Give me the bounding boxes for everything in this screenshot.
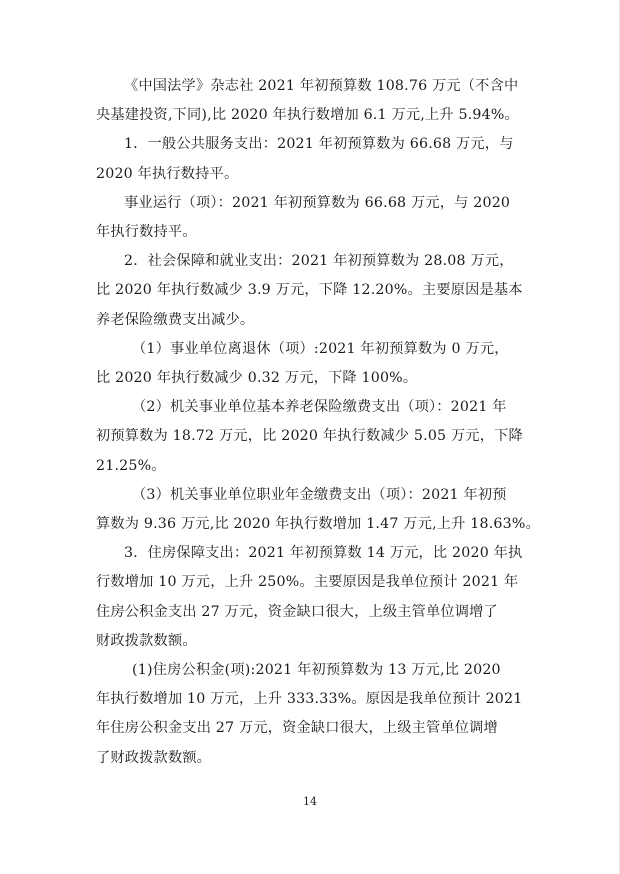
paragraph-line: 年执行数增加 10 万元，上升 333.33%。原因是我单位预计 2021: [96, 691, 523, 708]
paragraph-line: 年住房公积金支出 27 万元，资金缺口很大，上级主管单位调增: [96, 720, 498, 737]
paragraph-social-security: [96, 247, 528, 335]
paragraph-line: 年执行数持平。: [96, 224, 197, 241]
paragraph-line: （3）机关事业单位职业年金缴费支出（项）：2021 年初预: [132, 486, 507, 503]
paragraph-housing-security: [96, 539, 528, 656]
paragraph-operations: [96, 189, 528, 247]
paragraph-line: 比 2020 年执行数减少 0.32 万元，下降 100%。: [96, 370, 418, 387]
paragraph-line: 1．一般公共服务支出：2021 年初预算数为 66.68 万元，与: [124, 136, 514, 153]
paragraph-intro: [96, 72, 528, 130]
paragraph-retirement: [96, 335, 528, 393]
paragraph-pension-insurance: [96, 393, 528, 481]
paragraph-line: 财政拨款数额。: [96, 632, 197, 649]
paragraph-line: 2．社会保障和就业支出：2021 年初预算数为 28.08 万元，: [124, 253, 514, 270]
paragraph-line: 《中国法学》杂志社 2021 年初预算数 108.76 万元（不含中: [124, 78, 519, 94]
paragraph-occupational-annuity: [96, 481, 540, 539]
paragraph-line: （2）机关事业单位基本养老保险缴费支出（项）：2021 年: [132, 399, 507, 416]
paragraph-line: 比 2020 年执行数减少 3.9 万元，下降 12.20%。主要原因是基本: [96, 282, 523, 299]
paragraph-line: 行数增加 10 万元，上升 250%。主要原因是我单位预计 2021 年: [96, 574, 519, 591]
paragraph-line: 住房公积金支出 27 万元，资金缺口很大，上级主管单位调增了: [96, 603, 498, 620]
document-body: [96, 72, 540, 773]
paragraph-line: 3．住房保障支出：2021 年初预算数 14 万元，比 2020 年执: [124, 545, 523, 562]
paragraph-line: 养老保险缴费支出减少。: [96, 311, 255, 328]
page-number: 14: [303, 795, 317, 808]
paragraph-line: 2020 年执行数持平。: [96, 165, 239, 182]
paragraph-housing-fund: [96, 656, 528, 773]
paragraph-general-public-services: [96, 130, 528, 188]
paragraph-line: 算数为 9.36 万元,比 2020 年执行数增加 1.47 万元,上升 18.63%。: [96, 516, 540, 533]
paragraph-line: 初预算数为 18.72 万元，比 2020 年执行数减少 5.05 万元，下降: [96, 428, 523, 445]
paragraph-line: (1)住房公积金(项):2021 年初预算数为 13 万元,比 2020: [132, 662, 501, 679]
paragraph-line: 央基建投资,下同),比 2020 年执行数增加 6.1 万元,上升 5.94%。: [96, 107, 519, 124]
paragraph-line: （1）事业单位离退休（项）:2021 年初预算数为 0 万元，: [132, 340, 509, 357]
paragraph-line: 21.25%。: [96, 457, 166, 474]
paragraph-line: 事业运行（项）：2021 年初预算数为 66.68 万元，与 2020: [124, 194, 511, 211]
paragraph-line: 了财政拨款数额。: [96, 749, 212, 766]
